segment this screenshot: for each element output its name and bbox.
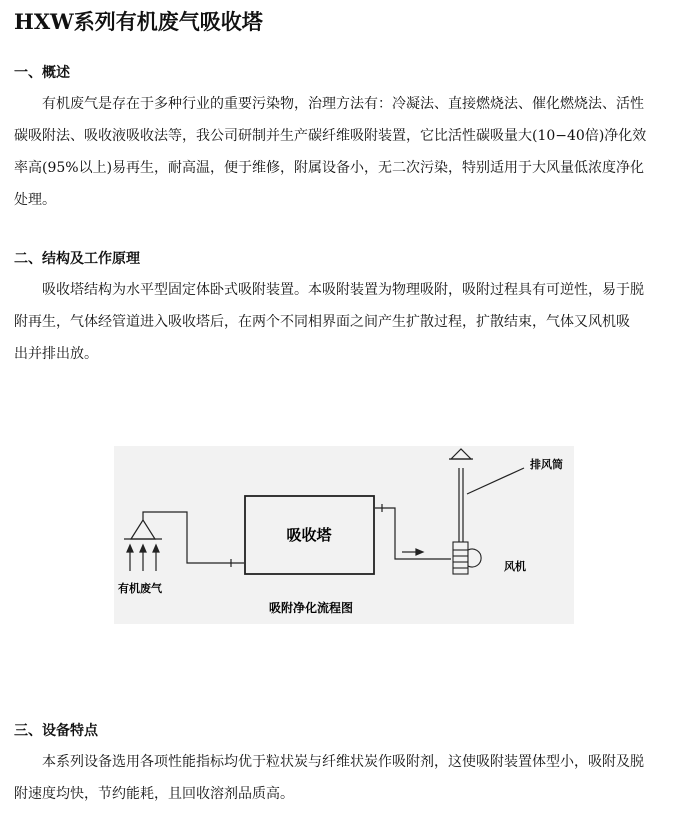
inlet-label: 有机废气 (118, 582, 162, 595)
diagram-caption: 吸附净化流程图 (268, 601, 354, 615)
paragraph-line: 本系列设备选用各项性能指标均优于粒状炭与纤维状炭作吸附剂，这使吸附装置体型小，吸附及脱 (14, 754, 644, 770)
paragraph-line: 附再生，气体经管道进入吸收塔后，在两个不同相界面之间产生扩散过程，扩散结束，气体又风机吸 (14, 314, 630, 330)
paragraph-line: 有机废气是存在于多种行业的重要污染物，治理方法有：冷凝法、直接燃烧法、催化燃烧法、活性 (14, 96, 644, 112)
page-title: HXW系列有机废气吸收塔 (14, 9, 263, 34)
paragraph-line: 率高(95%以上)易再生，耐高温，便于维修，附属设备小，无二次污染，特别适用于大风量低浓度净化 (14, 160, 645, 176)
process-flow-diagram (114, 446, 574, 624)
section-body-features (14, 746, 674, 810)
section-heading-structure: 二、结构及工作原理 (14, 251, 140, 267)
paragraph-line: 出并排出放。 (14, 346, 98, 362)
section-body-overview (14, 88, 674, 216)
paragraph-line: 碳吸附法、吸收液吸收法等，我公司研制并生产碳纤维吸附装置，它比活性碳吸量大(10−40倍)净化效 (14, 128, 647, 144)
section-body-structure (14, 274, 674, 370)
fan-label: 风机 (504, 560, 526, 573)
stack-label: 排风筒 (530, 458, 563, 471)
paragraph-line: 附速度均快，节约能耗，且回收溶剂品质高。 (14, 786, 294, 802)
paragraph-line: 处理。 (14, 192, 56, 208)
section-heading-features: 三、设备特点 (14, 723, 98, 739)
paragraph-line: 吸收塔结构为水平型固定体卧式吸附装置。本吸附装置为物理吸附，吸附过程具有可逆性，易于脱 (14, 282, 644, 298)
flow-diagram-svg (114, 446, 574, 624)
section-heading-overview: 一、概述 (14, 65, 70, 81)
tower-label: 吸收塔 (286, 526, 332, 544)
